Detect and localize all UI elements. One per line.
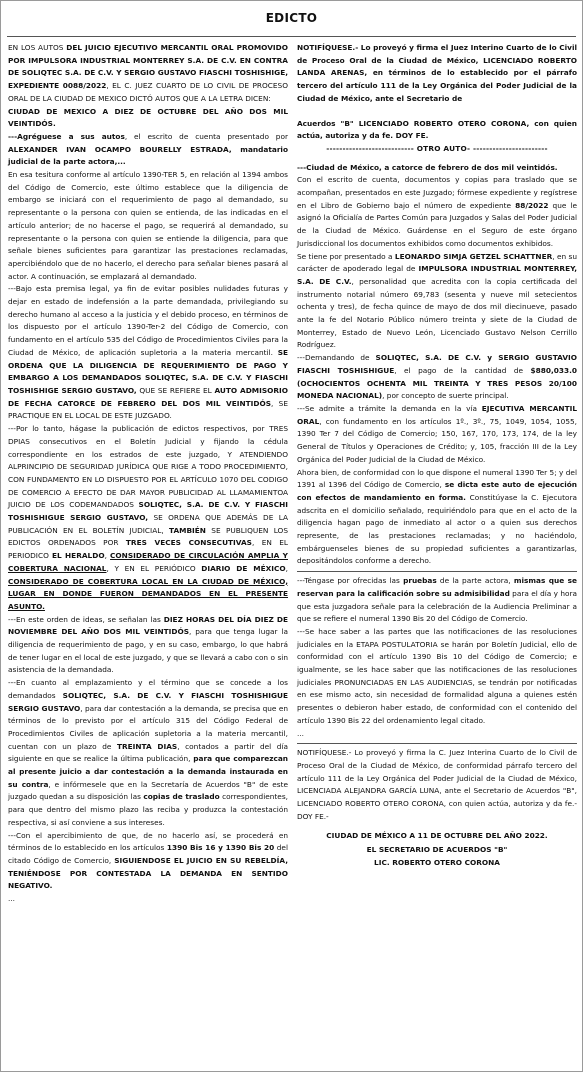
left-column <box>8 42 288 906</box>
signature-name: LIC. ROBERTO OTERO CORONA <box>374 858 500 868</box>
right-column <box>297 42 577 870</box>
notification-paragraph-2: NOTIFÍQUESE.- Lo proveyó y firma la C. Juez Interina Cuarto de lo Civil de Proceso Oral de la Ciudad de México, de conformidad párrafo tercero del artículo 111 de la Ley Orgánica del Poder Judicial de la Ciudad de México, LICENCIADA ALEJANDRA GARCÍA LUNA, ante el Secretario de Acuerdos "B", LICENCIADO ROBERTO OTERO CORONA, con quien actúa, autoriza y da fe.-DOY FE.- <box>297 748 577 821</box>
ellipsis-left: ... <box>8 894 16 904</box>
paragraph-pruebas: ---Téngase por ofrecidas las pruebas de la parte actora, mismas que se reservan para la calificación sobre su admisibilidad para el día y hora que esta juzgadora señale para la celebración de la Audiencia Preliminar a que se refiere el numeral 1390 Bis 20 del Código de Comercio. <box>297 576 577 624</box>
paragraph-escrito: Con el escrito de cuenta, documentos y copias para traslado que se acompañan, presentados en este Juzgado; fórmese expediente y regístrese en el Libro de Gobierno bajo el número de expediente 88/2022 que le asignó la Oficialía de Partes Común para Juzgados y Salas del Poder Judicial de la Ciudad de México. Guárdense en el Seguro de este órgano Jurisdiccional los documentos exhibidos como documentos exhibidos. <box>297 175 577 248</box>
paragraph-premisa: ---Bajo esta premisa legal, ya fin de evitar posibles nulidades futuras y dejar en estado de indefensión a la parte demandada, privilegiando su derecho humano al acceso a la justicia y el debido proceso, en términos de los dispuesto por el artículo 1390-Ter-2 del Código de Comercio, con fundamento en el artículo 535 del Código de Procedimientos Civiles para la Ciudad de México, de aplicación supletoria a la materia mercantil. SE ORDENA QUE LA DILIGENCIA DE REQUERIMIENTO DE PAGO Y EMBARGO A LOS DEMANDADOS SOLIQTEC, S.A. DE C.V. Y FIASCHI TOSHISHIGE SERGIO GUSTAVO, QUE SE REFIERE EL AUTO ADMISORIO DE FECHA CATORCE DE FEBRERO DEL DOS MIL VEINTIDÓS, SE PRACTIQUE EN EL LOCAL DE ESTE JUZGADO. <box>8 284 288 421</box>
paragraph-notificaciones: ---Se hace saber a las partes que las notificaciones de las resoluciones judiciales en la ETAPA POSTULATORIA se harán por Boletín Judicial, ello de conformidad con el artículo 1390 Bis 10 del Código de Comercio; e igualmente, se les hace saber que las notificaciones de las resoluciones judiciales PRONUNCIADAS EN LAS AUDIENCIAS, se tendrán por notificadas en ese mismo acto, sin necesidad de formalidad alguna a quienes estén presentes o debieron haber estado, de conformidad con el contenido del artículo 1390 Bis 22 del ordenamiento legal citado. <box>297 626 577 725</box>
ellipsis-right: ... <box>297 728 305 738</box>
signature-date: CIUDAD DE MÉXICO A 11 DE OCTUBRE DEL AÑO 2022. <box>326 831 548 841</box>
paragraph-ahora-bien: Ahora bien, de conformidad con lo que dispone el numeral 1390 Ter 5; y del 1391 al 1396 del Código de Comercio, se dicta este auto de ejecución con efectos de mandamiento en forma. Constitúyase la C. Ejecutora adscrita en el domicilio señalado, requiriéndolo para que en el acto de la diligencia hagan pago de inmediato al actor o a quien sus derechos represente, de las prestaciones reclamadas; y no haciéndolo, embárguenseles bienes de su propiedad suficientes a garantizarlas, depositándolos conforme a derecho. <box>297 467 577 566</box>
signature-role: EL SECRETARIO DE ACUERDOS "B" <box>366 844 508 854</box>
notification-paragraph-1-cont: Acuerdos "B" LICENCIADO ROBERTO OTERO CORONA, con quien actúa, autoriza y da fe. DOY FE. <box>297 118 577 141</box>
paragraph-admite: ---Se admite a trámite la demanda en la vía EJECUTIVA MERCANTIL ORAL, con fundamento en los artículos 1º., 3º., 75, 1049, 1054, 1055, 1390 Ter 7 del Código de Comercio; 150, 167, 170, 173, 174, de la ley General de Títulos y Operaciones de Crédito; y, 105, fracción III de la Ley Orgánica del Poder Judicial de la Ciudad de México. <box>297 403 577 464</box>
date-line-right: ---Ciudad de México, a catorce de febrero de dos mil veintidós. <box>297 162 558 172</box>
paragraph-agreguese: ---Agréguese a sus autos, el escrito de cuenta presentado por ALEXANDER IVAN OCAMPO BOURELLY ESTRADA, mandatario judicial de la parte actora,... <box>8 131 288 167</box>
date-line: CIUDAD DE MEXICO A DIEZ DE OCTUBRE DEL AÑO DOS MIL VEINTIDÓS. <box>8 106 288 129</box>
section-divider <box>297 571 577 572</box>
paragraph-tesitura: En esa tesitura conforme al artículo 1390-TER 5, en relación al 1394 ambos del Código de Comercio, este último establece que la diligencia de embargo se iniciará con el requerimiento de pago al demandado, su representante o la persona con quien se entienda, de las indicadas en el artículo anterior; de no hacerse el pago, se requerirá al demandado, su representante o la persona con quien se entiende la diligencia, para que señale bienes suficientes para garantizar las prestaciones reclamadas, apercibiéndolo que de no hacerlo, el derecho para señalar bienes pasará al actor. A continuación, se emplazará al demandado. <box>8 170 288 281</box>
title-divider <box>7 36 576 37</box>
gap <box>297 106 577 118</box>
notification-paragraph-1: NOTIFÍQUESE.- Lo proveyó y firma el Juez Interino Cuarto de lo Civil de Proceso Oral de la Ciudad de México, LICENCIADO ROBERTO LANDA ARENAS, en términos de lo establecido por el párrafo tercero del artículo 111 de la Ley Orgánica del Poder Judicial de la Ciudad de México, ante el Secretario de <box>297 43 577 103</box>
paragraph-publicacion: ---Por lo tanto, hágase la publicación de edictos respectivos, por TRES DPIAS consecutivos en el Boletín Judicial y fijando la cédula correspondiente en los estrados de este juzgado, Y ATENDIENDO ALPRINCIPIO DE SEGURIDAD JURÍDICA QUE RIGE A TODO PROCEDIMIENTO, CON FUNDAMENTO EN LO DISPUESTO POR EL ARTÍCULO 1070 DEL CODIGO DE COMERCIO A EFECTO DE DAR MAYOR PUBLICIDAD AL LLAMAMIENTOA JUICIO DE LOS CODEMANDADOS SOLIQTEC, S.A. DE C.V. Y FIASCHI TOSHISHIGUE SERGIO GUSTAVO, SE ORDENA QUE ADEMÁS DE LA PUBLICACIÓN EN EL BOLETÍN JUDICIAL, TAMBIÉN SE PUBLIQUEN LOS EDICTOS ORDENADOS POR TRES VECES CONSECUTIVAS, EN EL PERIODICO EL HERALDO, CONSIDERADO DE CIRCULACIÓN AMPLIA Y COBERTURA NACIONAL, Y EN EL PERIÓDICO DIARIO DE MÉXICO, CONSIDERADO DE COBERTURA LOCAL EN LA CIUDAD DE MÉXICO, LUGAR EN DONDE FUERON DEMANDADOS EN EL PRESENTE ASUNTO. <box>8 424 288 611</box>
document-title: EDICTO <box>265 11 318 25</box>
paragraph-emplazamiento: ---En cuanto al emplazamiento y el término que se concede a los demandados SOLIQTEC, S.A. DE C.V. Y FIASCHI TOSHISHIGUE SERGIO GUSTAVO, para dar contestación a la demanda, se precisa que en términos de lo previsto por el artículo 315 del Código Federal de Procedimientos Civiles de aplicación supletoria a la materia mercantil, cuentan con un plazo de TREINTA DIAS, contados a partir del día siguiente en que se realice la última publicación, para que comparezcan al presente juicio a dar contestación a la demanda instaurada en su contra, e infórmesele que en la Secretaría de Acuerdos "B" de este juzgado quedan a su disposición las copias de traslado correspondientes, para que dentro del mismo plazo las reciba y produzca la contestación respectiva, si así conviene a sus intereses. <box>8 678 289 827</box>
signature-block <box>297 829 577 870</box>
case-header-paragraph: EN LOS AUTOS DEL JUICIO EJECUTIVO MERCANTIL ORAL PROMOVIDO POR IMPULSORA INDUSTRIAL MONTERREY S.A. DE C.V. EN CONTRA DE SOLIQTEC S.A. DE C.V. Y SERGIO GUSTAVO FIASCHI TOSHISHIGE, EXPEDIENTE 0088/2022, EL C. JUEZ CUARTO DE LO CIVIL DE PROCESO ORAL DE LA CIUDAD DE MEXICO DICTÓ AUTOS QUE A LA LETRA DICEN: <box>8 43 289 103</box>
paragraph-presentado: Se tiene por presentado a LEONARDO SIMJA GETZEL SCHATTNER, en su carácter de apoderado legal de IMPULSORA INDUSTRIAL MONTERREY, S.A. DE C.V., personalidad que acredita con la copia certificada del instrumento notarial número 69,783 (sesenta y nueve mil setecientos ochenta y tres), de fecha quince de mayo de dos mil diecinueve, pasado ante la fe del Notario Público número treinta y siete de la Ciudad de Monterrey, Estado de Nuevo León, Licenciado Gustavo Nelson Cerrillo Rodríguez. <box>297 251 577 350</box>
paragraph-apercibimiento: ---Con el apercibimiento de que, de no hacerlo así, se procederá en términos de lo establecido en los artículos 1390 Bis 16 y 1390 Bis 20 del citado Código de Comercio, SIGUIENDOSE EL JUICIO EN SU REBELDÍA, TENIÉNDOSE POR CONTESTADA LA DEMANDA EN SENTIDO NEGATIVO. <box>8 830 288 891</box>
otro-auto-separator: --------------------------- OTRO AUTO- ----------------------- <box>326 143 548 153</box>
section-divider <box>297 743 577 744</box>
paragraph-demandando: ---Demandando de SOLIQTEC, S.A. DE C.V. y SERGIO GUSTAVIO FIASCHI TOSHISHIGUE, el pago de la cantidad de $880,033.0 (OCHOCIENTOS OCHENTA MIL TREINTA Y TRES PESOS 20/100 MONEDA NACIONAL), por concepto de suerte principal. <box>297 353 577 401</box>
paragraph-horario: ---En este orden de ideas, se señalan las DIEZ HORAS DEL DÍA DIEZ DE NOVIEMBRE DEL AÑO DOS MIL VEINTIDÓS, para que tenga lugar la diligencia de requerimiento de pago, y en su caso, embargo, lo que habrá de tener lugar en el local de este juzgado, y que se llevará a cabo con o sin asistencia de la demandada. <box>8 614 289 675</box>
